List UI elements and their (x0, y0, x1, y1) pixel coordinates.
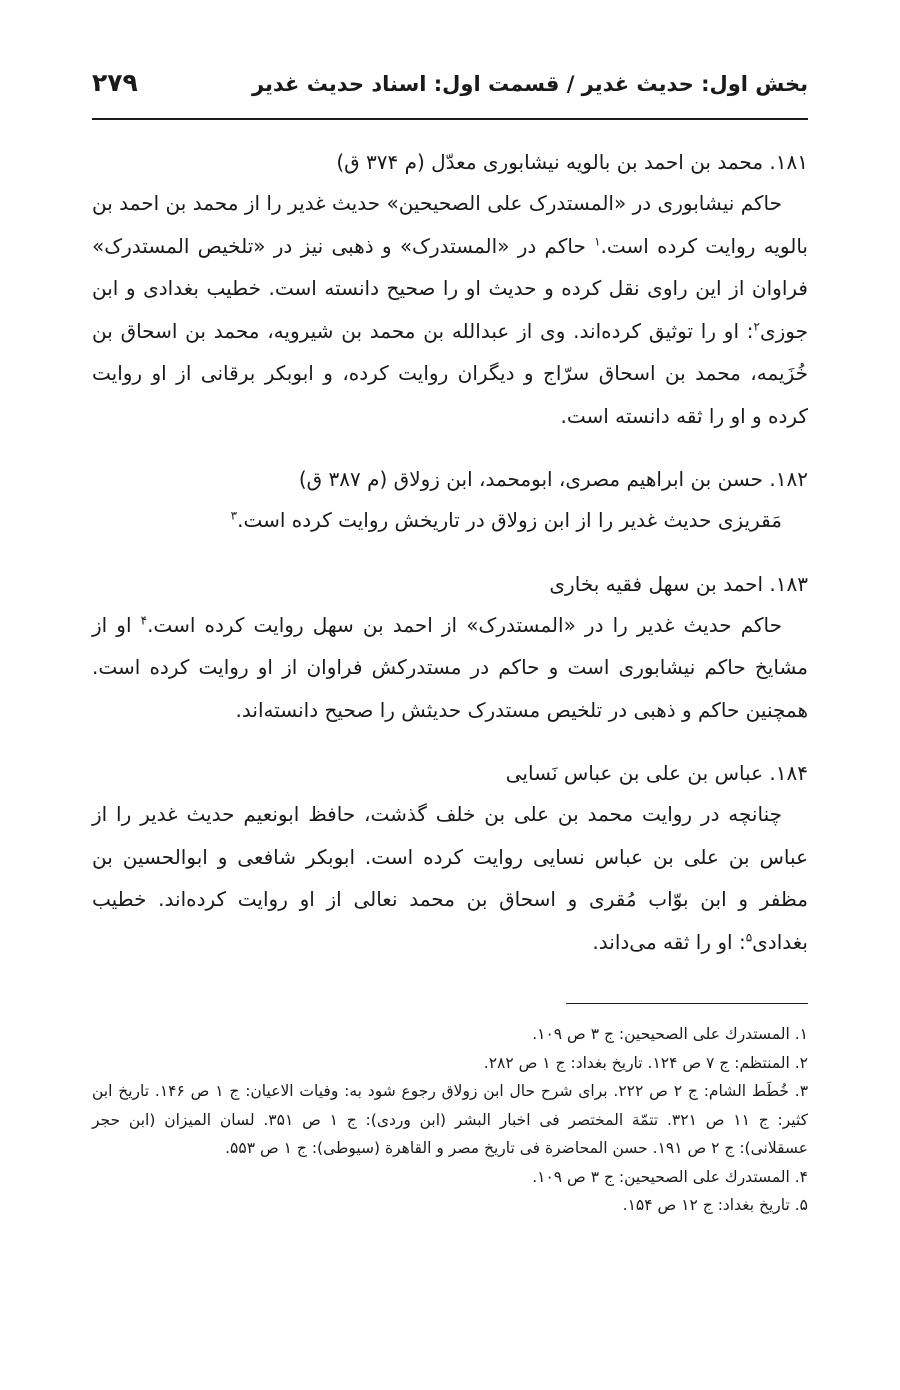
entry-paragraph (92, 793, 808, 963)
paragraph-text: حاکم نیشابوری در «المستدرک علی الصحیحین» حدیث غدیر را از محمد بن احمد بن بالویه روایت کرده است. (92, 191, 808, 258)
paragraph-text: حاکم حدیث غدیر را در «المستدرک» از احمد بن سهل روایت کرده است. (147, 612, 782, 637)
footnote-ref[interactable]: ۴ (140, 612, 148, 627)
footnote-divider (566, 1003, 808, 1004)
entry-title: ۱۸۲. حسن بن ابراهیم مصری، ابومحمد، ابن زولاق (م ۳۸۷ ق) (298, 467, 808, 491)
paragraph-text: چنانچه در روایت محمد بن علی بن خلف گذشت، حافظ ابونعیم حدیث غدیر را از عباس بن علی بن عباس نسایی روایت کرده است. ابوبکر شافعی و ابوالحسین بن مظفر و ابن بوّاب مُقری و اسحاق بن محمد نعالی از او روایت کرده‌اند. خطیب بغدادی (92, 802, 808, 954)
entry-title: ۱۸۱. محمد بن احمد بن بالویه نیشابوری معدّل (م ۳۷۴ ق) (336, 150, 808, 174)
entry-paragraph (92, 499, 808, 542)
running-header (92, 68, 808, 112)
entry-183 (92, 564, 808, 732)
paragraph-text: او از مشایخ حاکم نیشابوری است و حاکم در مستدرکش فراوان از او روایت کرده است. همچنین حاکم و ذهبی در تلخیص مستدرک حدیثش را صحیح دانسته‌اند. (92, 612, 808, 722)
running-header-title: بخش اول: حدیث غدیر / قسمت اول: اسناد حدیث غدیر (251, 72, 808, 96)
entry-paragraph (92, 604, 808, 732)
main-text (92, 142, 808, 985)
entry-title: ۱۸۳. احمد بن سهل فقیه بخاری (549, 571, 808, 596)
paragraph-text: مَقریزی حدیث غدیر را از ابن زولاق در تاریخش روایت کرده است. (237, 508, 782, 532)
footnote-item: ۱. المستدرك علی الصحیحین: ج ۳ ص ۱۰۹. (532, 1025, 808, 1043)
header-divider (92, 118, 808, 120)
footnote-item: ۵. تاریخ بغداد: ج ۱۲ ص ۱۵۴. (622, 1196, 808, 1214)
entry-title: ۱۸۴. عباس بن علی بن عباس نَسایی (505, 761, 808, 785)
footnote-item: ۴. المستدرك علی الصحیحین: ج ۳ ص ۱۰۹. (532, 1167, 808, 1186)
footnote-ref[interactable]: ۵ (745, 929, 753, 944)
footnote-item: ۲. المنتظم: ج ۷ ص ۱۲۴. تاریخ بغداد: ج ۱ ص ۲۸۲. (483, 1053, 808, 1072)
entry-184 (92, 753, 808, 963)
footnote-item: ۳. خُطَط الشام: ج ۲ ص ۲۲۲. برای شرح حال ابن زولاق رجوع شود به: وفیات الاعیان: ج ۱ ص ۱۴۶. تاریخ ابن کثیر: ج ۱۱ ص ۳۲۱. تتمّة المختصر فی اخبار البشر (ابن وردی): ج ۱ ص ۳۵۱. لسان المیزان (ابن حجر عسقلانی): ج ۲ ص ۱۹۱. حسن المحاضرة فی تاریخ مصر و القاهرة (سیوطی): ج ۱ ص ۵۵۳. (92, 1082, 809, 1157)
paragraph-text: : او را ثقه می‌داند. (592, 929, 746, 954)
footnote-ref[interactable]: ۳ (230, 508, 238, 523)
entry-paragraph (92, 182, 808, 437)
paragraph-text: حاکم در «المستدرک» و ذهبی نیز در «تلخیص المستدرک» فراوان از این راوی نقل کرده و حدیث او را صحیح دانسته است. خطیب بغدادی و ابن جوزی (92, 233, 808, 343)
page-number: ۲۷۹ (92, 68, 138, 97)
footnotes (92, 1020, 808, 1220)
entry-182 (92, 459, 808, 542)
footnote-ref[interactable]: ۱ (594, 233, 601, 248)
paragraph-text: : او را توثیق کرده‌اند. وی از عبدالله بن محمد بن شیرویه، محمد بن اسحاق بن خُزَیمه، محمد بن اسحاق سرّاج و دیگران روایت کرده، و ابوبکر برقانی از او روایت کرده و او را ثقه دانسته است. (92, 318, 808, 428)
entry-181 (92, 142, 808, 437)
footnote-ref[interactable]: ۲ (753, 318, 760, 333)
